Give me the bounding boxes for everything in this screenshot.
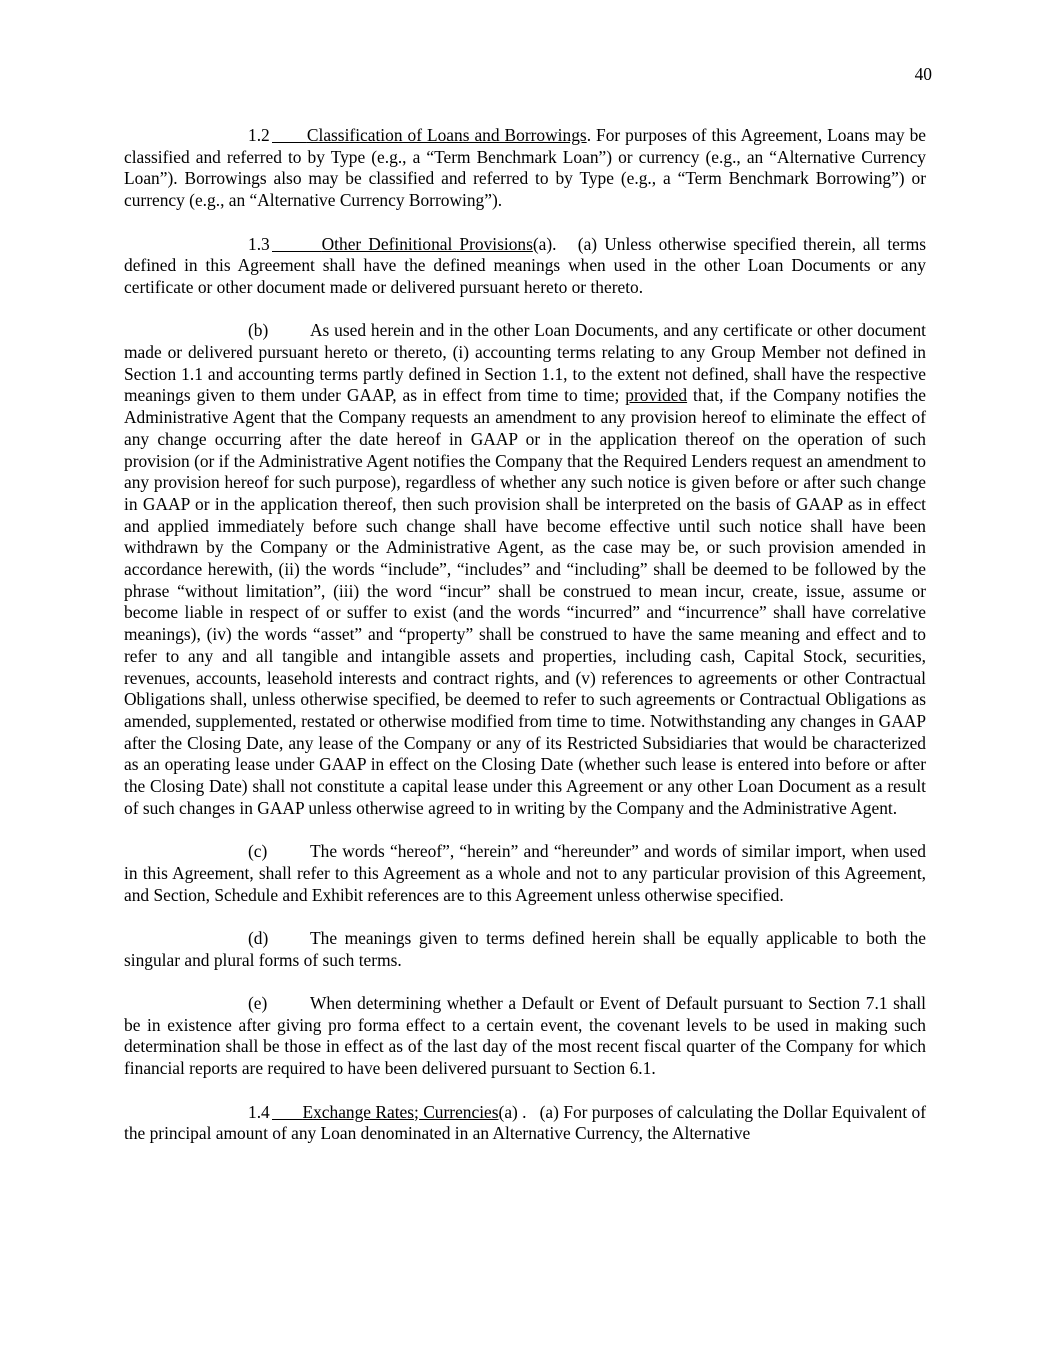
document-body (124, 125, 926, 1167)
clause-b-provided: provided (625, 385, 688, 406)
clause-c-text: The words “hereof”, “herein” and “hereunder” and words of similar import, when used in this Agreement, shall refer to this Agreement as a whole and not to any particular provision of this Agreement, and Section, Schedule and Exhibit references are to this Agreement unless otherwise specified. (124, 841, 926, 905)
clause-b-label: (b) (248, 320, 269, 341)
clause-d-label: (d) (248, 927, 269, 948)
section-1-3-title: Other Definitional Provisions (321, 233, 533, 254)
clause-e (124, 993, 926, 1080)
section-1-3 (124, 234, 926, 299)
clause-e-text: When determining whether a Default or Event of Default pursuant to Section 7.1 shall be in existence after giving pro forma effect to a certain event, the covenant levels to be used in making such determination shall be those in effect as of the last day of the most recent fiscal quarter of the Company for which financial reports are required to have been delivered pursuant to Section 6.1. (124, 993, 926, 1079)
clause-c-label: (c) (248, 841, 268, 862)
section-1-4-clause-a-label: (a) (539, 1101, 559, 1122)
page-number: 40 (914, 64, 932, 84)
section-1-2-text: . For purposes of this Agreement, Loans may be classified and referred to by Type (e.g., a “Term Benchmark Loan”) or currency (e.g., an “Alternative Currency Loan”). Borrowings also may be classified and referred to by Type (e.g., a “Term Benchmark Borrowing”) or currency (e.g., an “Alternative Currency Borrowing”). (124, 125, 926, 211)
section-1-3-number: 1.3 (248, 233, 270, 254)
section-1-2-title: Classification of Loans and Borrowings (306, 125, 587, 145)
clause-a-text: Unless otherwise specified therein, all terms defined in this Agreement shall have the defined meanings when used in the other Loan Documents or any certificate or other document made or delivered pursuant hereto or thereto. (124, 233, 926, 297)
section-1-4-title: Exchange Rates; Currencies (302, 1101, 499, 1122)
clause-e-label: (e) (248, 993, 268, 1014)
section-1-4-clause-a-text: For purposes of calculating the Dollar Equivalent of the principal amount of any Loan denominated in an Alternative Currency, the Alternative (124, 1101, 926, 1144)
section-1-4-suffix: (a) . (498, 1101, 527, 1122)
clause-a-label: (a) (577, 233, 598, 254)
section-1-2-number: 1.2 (248, 125, 270, 145)
section-1-3-suffix: (a). (532, 233, 557, 254)
clause-b-text-2: that, if the Company notifies the Administrative Agent that the Company requests an amendment to any provision hereof to eliminate the effect of any change occurring after the date hereof in GAAP or in the application thereof on the operation of such provision (or if the Administrative Agent notifies the Company that the Required Lenders request an amendment to any provision hereof for such purpose), regardless of whether any such notice is given before or after such change in GAAP or in the application thereof, then such provision shall be interpreted on the basis of GAAP as in effect and applied immediately before such change shall have become effective until such notice shall have been withdrawn by the Company or the Administrative Agent, as the case may be, or such provision amended in accordance herewith, (ii) the words “include”, “includes” and “including” shall be deemed to be followed by the phrase “without limitation”, (iii) the word “incur” shall be construed to mean incur, create, issue, assume or become liable in respect of or suffer to exist (and the words “incurred” and “incurrence” shall have correlative meanings), (iv) the words “asset” and “property” shall be construed to have the same meaning and effect and to refer to any and all tangible and intangible assets and properties, including cash, Capital Stock, securities, revenues, accounts, leasehold interests and contract rights, and (v) references to agreements or other Contractual Obligations shall, unless otherwise specified, be deemed to refer to such agreements or Contractual Obligations as amended, supplemented, restated or otherwise modified from time to time. Notwithstanding any changes in GAAP after the Closing Date, any lease of the Company or any of its Restricted Subsidiaries that would be characterized as an operating lease under GAAP in effect on the Closing Date (whether such lease is entered into before or after the Closing Date) shall not constitute a capital lease under this Agreement or any other Loan Document as a result of such changes in GAAP unless otherwise agreed to in writing by the Company and the Administrative Agent. (124, 385, 926, 818)
section-1-4 (124, 1102, 926, 1145)
clause-b-text-1: As used herein and in the other Loan Documents, and any certificate or other document made or delivered pursuant hereto or thereto, (i) accounting terms relating to any Group Member not defined in Section 1.1 and accounting terms partly defined in Section 1.1, to the extent not defined, shall have the respective meanings given to them under GAAP, as in effect from time to time; (124, 320, 926, 406)
clause-c (124, 841, 926, 906)
clause-d-text: The meanings given to terms defined herein shall be equally applicable to both the singular and plural forms of such terms. (124, 927, 926, 970)
section-1-4-number: 1.4 (248, 1101, 270, 1122)
section-1-2 (124, 125, 926, 212)
clause-d (124, 928, 926, 971)
clause-b (124, 320, 926, 819)
